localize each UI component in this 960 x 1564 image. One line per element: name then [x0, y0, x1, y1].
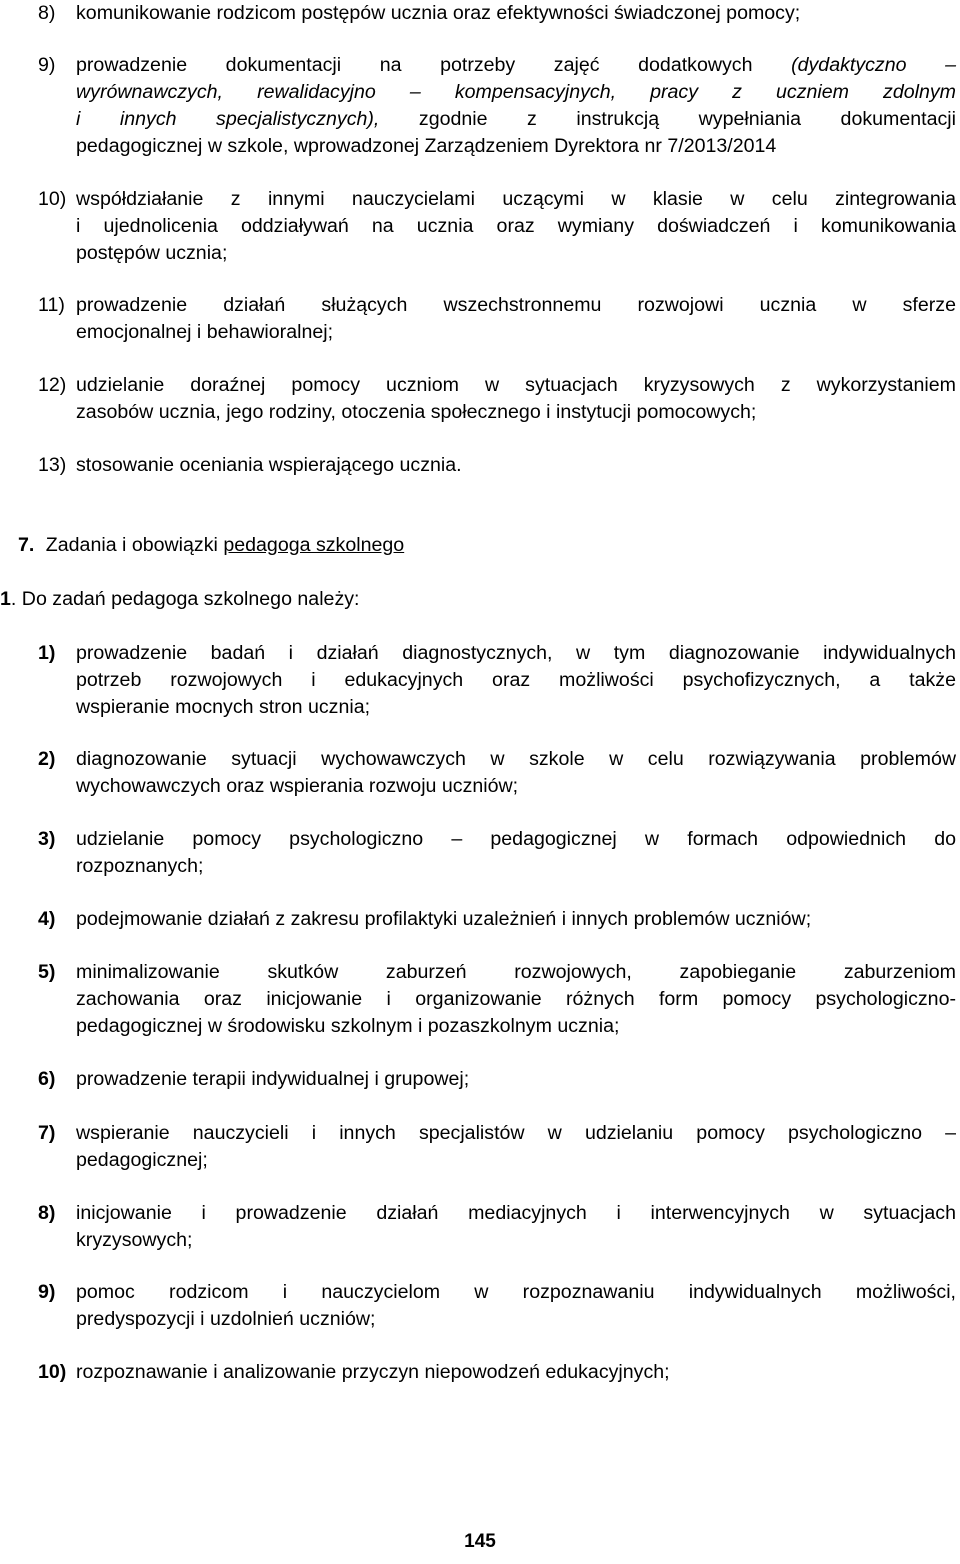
intro-text: . Do zadań pedagoga szkolnego należy:	[10, 588, 360, 610]
item-text	[76, 640, 956, 721]
item-text	[76, 1066, 956, 1093]
item-number: 6)	[38, 1068, 56, 1090]
item-text	[76, 186, 956, 267]
item-text	[76, 1279, 956, 1333]
section-heading	[18, 532, 956, 559]
item-number: 3)	[38, 828, 56, 850]
item-number: 5)	[38, 961, 56, 983]
item-text	[76, 292, 956, 346]
list-item	[38, 372, 956, 426]
item-number: 8)	[38, 1202, 56, 1224]
item-line: diagnozowanie sytuacji wychowawczych w szkole w celu rozwiązywania problemów	[76, 748, 956, 770]
list-item	[38, 640, 956, 721]
list-item	[38, 746, 956, 800]
item-line: postępów ucznia;	[76, 242, 228, 264]
item-number: 11)	[38, 294, 65, 316]
item-line: i ujednolicenia oddziaływań na ucznia oraz wymiany doświadczeń i komunikowania	[76, 215, 956, 237]
item-text-segment: prowadzenie dokumentacji na potrzeby zajęć dodatkowych	[76, 54, 792, 76]
item-number: 9)	[38, 54, 56, 76]
list-item	[38, 826, 956, 880]
item-line: zasobów ucznia, jego rodziny, otoczenia społecznego i instytucji pomocowych;	[76, 401, 757, 423]
item-number: 7)	[38, 1122, 56, 1144]
item-line	[76, 52, 956, 79]
list-item	[38, 292, 956, 346]
item-number: 13)	[38, 454, 67, 476]
item-line: prowadzenie działań służących wszechstronnemu rozwojowi ucznia w sferze	[76, 294, 956, 316]
section-number: 7.	[18, 534, 35, 556]
item-text-italic: i innych specjalistycznych),	[76, 108, 380, 130]
list-item	[38, 959, 956, 1040]
item-text-italic: (dydaktyczno –	[791, 54, 956, 76]
item-text	[76, 1200, 956, 1254]
item-line: podejmowanie działań z zakresu profilaktyki uzależnień i innych problemów uczniów;	[76, 908, 812, 930]
item-line: wspieranie mocnych stron ucznia;	[76, 696, 371, 718]
item-text	[76, 0, 956, 27]
item-line: pomoc rodzicom i nauczycielom w rozpoznawaniu indywidualnych możliwości,	[76, 1281, 956, 1303]
item-line: emocjonalnej i behawioralnej;	[76, 321, 334, 343]
list-item	[38, 452, 956, 479]
item-line: udzielanie pomocy psychologiczno – pedagogicznej w formach odpowiednich do	[76, 828, 956, 850]
item-line	[76, 106, 956, 133]
item-line: pedagogicznej w szkole, wprowadzonej Zarządzeniem Dyrektora nr 7/2013/2014	[76, 135, 777, 157]
item-number: 8)	[38, 2, 56, 24]
section-title	[46, 534, 404, 556]
list-item	[38, 1066, 956, 1093]
page-number: 145	[464, 1531, 496, 1552]
item-line: współdziałanie z innymi nauczycielami uczącymi w klasie w celu zintegrowania	[76, 188, 956, 210]
item-line: rozpoznawanie i analizowanie przyczyn niepowodzeń edukacyjnych;	[76, 1361, 670, 1383]
item-line: predyspozycji i uzdolnień uczniów;	[76, 1308, 376, 1330]
item-text	[76, 826, 956, 880]
item-line: udzielanie doraźnej pomocy uczniom w sytuacjach kryzysowych z wykorzystaniem	[76, 374, 956, 396]
item-number: 10)	[38, 188, 67, 210]
item-line: rozpoznanych;	[76, 855, 204, 877]
intro-number: 1	[0, 588, 11, 610]
list-item	[38, 1279, 956, 1333]
item-line: wyrównawczych, rewalidacyjno – kompensacyjnych, pracy z uczniem zdolnym	[76, 81, 956, 103]
item-line: pedagogicznej w środowisku szkolnym i pozaszkolnym ucznia;	[76, 1015, 620, 1037]
item-number: 1)	[38, 642, 56, 664]
list-item	[38, 0, 956, 27]
item-line: prowadzenie terapii indywidualnej i grupowej;	[76, 1068, 470, 1090]
item-text	[76, 746, 956, 800]
item-text	[76, 1120, 956, 1174]
item-line: zachowania oraz inicjowanie i organizowanie różnych form pomocy psychologiczno-	[76, 988, 956, 1010]
list-item	[38, 906, 956, 933]
item-text	[76, 372, 956, 426]
item-line: minimalizowanie skutków zaburzeń rozwojowych, zapobieganie zaburzeniom	[76, 961, 956, 983]
intro-line	[0, 586, 956, 613]
item-line: kryzysowych;	[76, 1229, 193, 1251]
item-number: 12)	[38, 374, 67, 396]
item-number: 10)	[38, 1361, 67, 1383]
item-text	[76, 906, 956, 933]
item-line: wspieranie nauczycieli i innych specjalistów w udzielaniu pomocy psychologiczno –	[76, 1122, 956, 1144]
item-line: prowadzenie badań i działań diagnostycznych, w tym diagnozowanie indywidualnych	[76, 642, 956, 664]
item-number: 2)	[38, 748, 56, 770]
item-line: wychowawczych oraz wspierania rozwoju uczniów;	[76, 775, 519, 797]
item-text	[76, 452, 956, 479]
item-text-segment: zgodnie z instrukcją wypełniania dokumentacji	[379, 108, 956, 130]
item-text	[76, 52, 956, 160]
item-number: 9)	[38, 1281, 56, 1303]
item-line: stosowanie oceniania wspierającego ucznia.	[76, 454, 462, 476]
list-item	[38, 1120, 956, 1174]
item-line: inicjowanie i prowadzenie działań mediacyjnych i interwencyjnych w sytuacjach	[76, 1202, 956, 1224]
item-line: potrzeb rozwojowych i edukacyjnych oraz możliwości psychofizycznych, a także	[76, 669, 956, 691]
section-title-text: Zadania i obowiązki	[45, 534, 224, 556]
item-line: komunikowanie rodzicom postępów ucznia oraz efektywności świadczonej pomocy;	[76, 2, 801, 24]
list-item	[38, 1359, 956, 1386]
item-line: pedagogicznej;	[76, 1149, 208, 1171]
item-text	[76, 1359, 956, 1386]
section-title-underlined: pedagoga szkolnego	[223, 534, 405, 556]
item-number: 4)	[38, 908, 56, 930]
item-text	[76, 959, 956, 1040]
list-item	[38, 186, 956, 267]
list-item	[38, 1200, 956, 1254]
list-item	[38, 52, 956, 160]
